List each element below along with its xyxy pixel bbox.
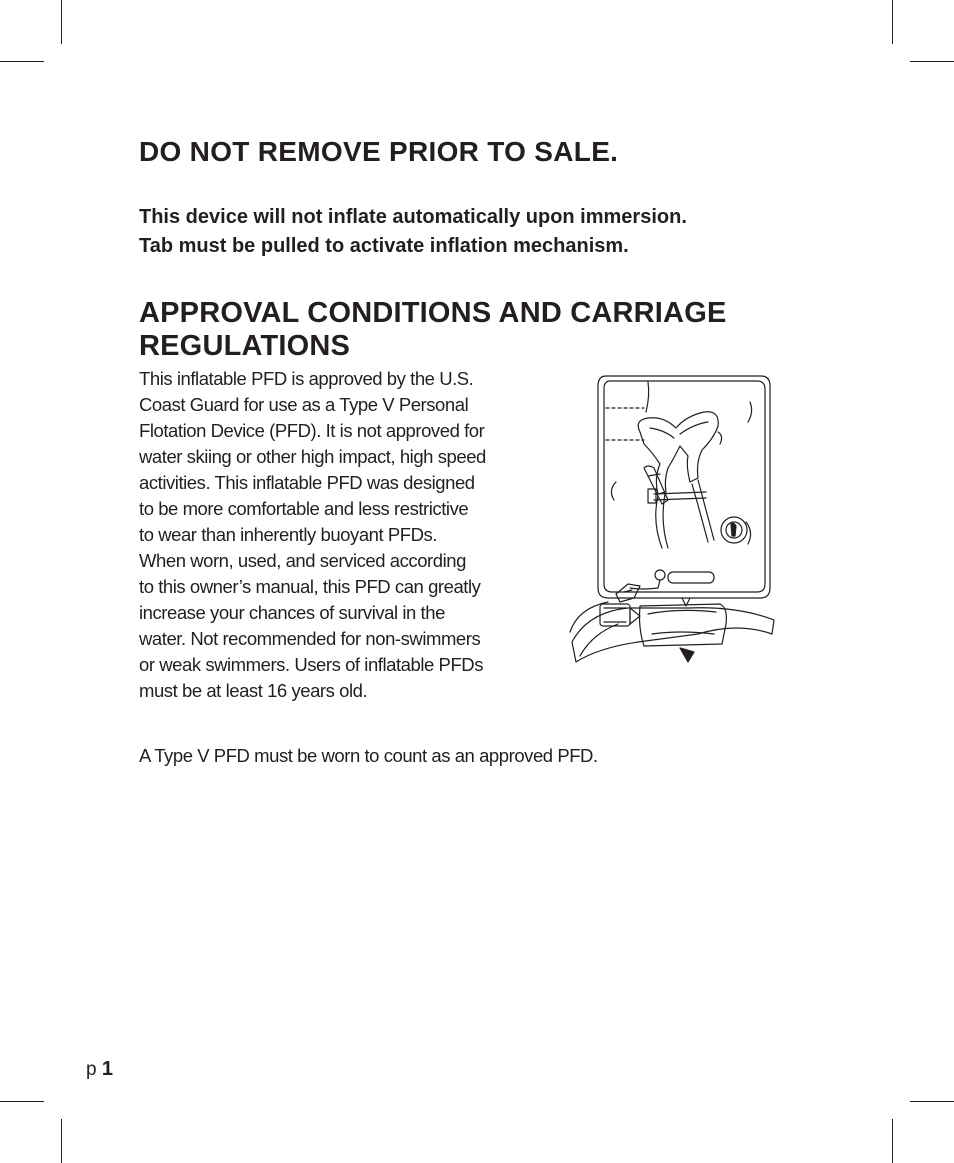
paragraph-line: Flotation Device (PFD). It is not approved for (139, 420, 485, 441)
pfd-illustration (568, 372, 778, 672)
crop-mark (61, 1119, 62, 1163)
paragraph-line: to be more comfortable and less restrictive (139, 498, 469, 519)
paragraph-line: activities. This inflatable PFD was designed (139, 472, 475, 493)
notice-line: Tab must be pulled to activate inflation mechanism. (139, 235, 629, 257)
paragraph-line: to wear than inherently buoyant PFDs. (139, 524, 438, 545)
crop-mark (0, 1101, 44, 1102)
paragraph-line: This inflatable PFD is approved by the U.S. (139, 368, 474, 389)
crop-mark (892, 1119, 893, 1163)
paragraph-line: increase your chances of survival in the (139, 602, 445, 623)
paragraph-line: When worn, used, and serviced according (139, 550, 466, 571)
notice-line: This device will not inflate automatically upon immersion. (139, 206, 687, 228)
warning-title: DO NOT REMOVE PRIOR TO SALE. (139, 136, 619, 167)
crop-mark (910, 61, 954, 62)
type-v-footnote: A Type V PFD must be worn to count as an approved PFD. (139, 745, 598, 766)
inflation-notice (139, 203, 687, 261)
page-number (86, 1058, 113, 1081)
paragraph-line: to this owner’s manual, this PFD can greatly (139, 576, 481, 597)
paragraph-line: Coast Guard for use as a Type V Personal (139, 394, 469, 415)
section-title (139, 297, 727, 363)
page-prefix: p (86, 1059, 97, 1080)
crop-mark (910, 1101, 954, 1102)
page-number-value: 1 (101, 1058, 113, 1080)
section-title-line: APPROVAL CONDITIONS AND CARRIAGE (139, 297, 727, 329)
crop-mark (892, 0, 893, 44)
crop-mark (61, 0, 62, 44)
section-title-line: REGULATIONS (139, 330, 351, 362)
paragraph-line: or weak swimmers. Users of inflatable PFDs (139, 654, 484, 675)
approval-paragraph (139, 366, 559, 704)
crop-mark (0, 61, 44, 62)
paragraph-line: water. Not recommended for non-swimmers (139, 628, 481, 649)
paragraph-line: must be at least 16 years old. (139, 680, 368, 701)
paragraph-line: water skiing or other high impact, high speed (139, 446, 486, 467)
